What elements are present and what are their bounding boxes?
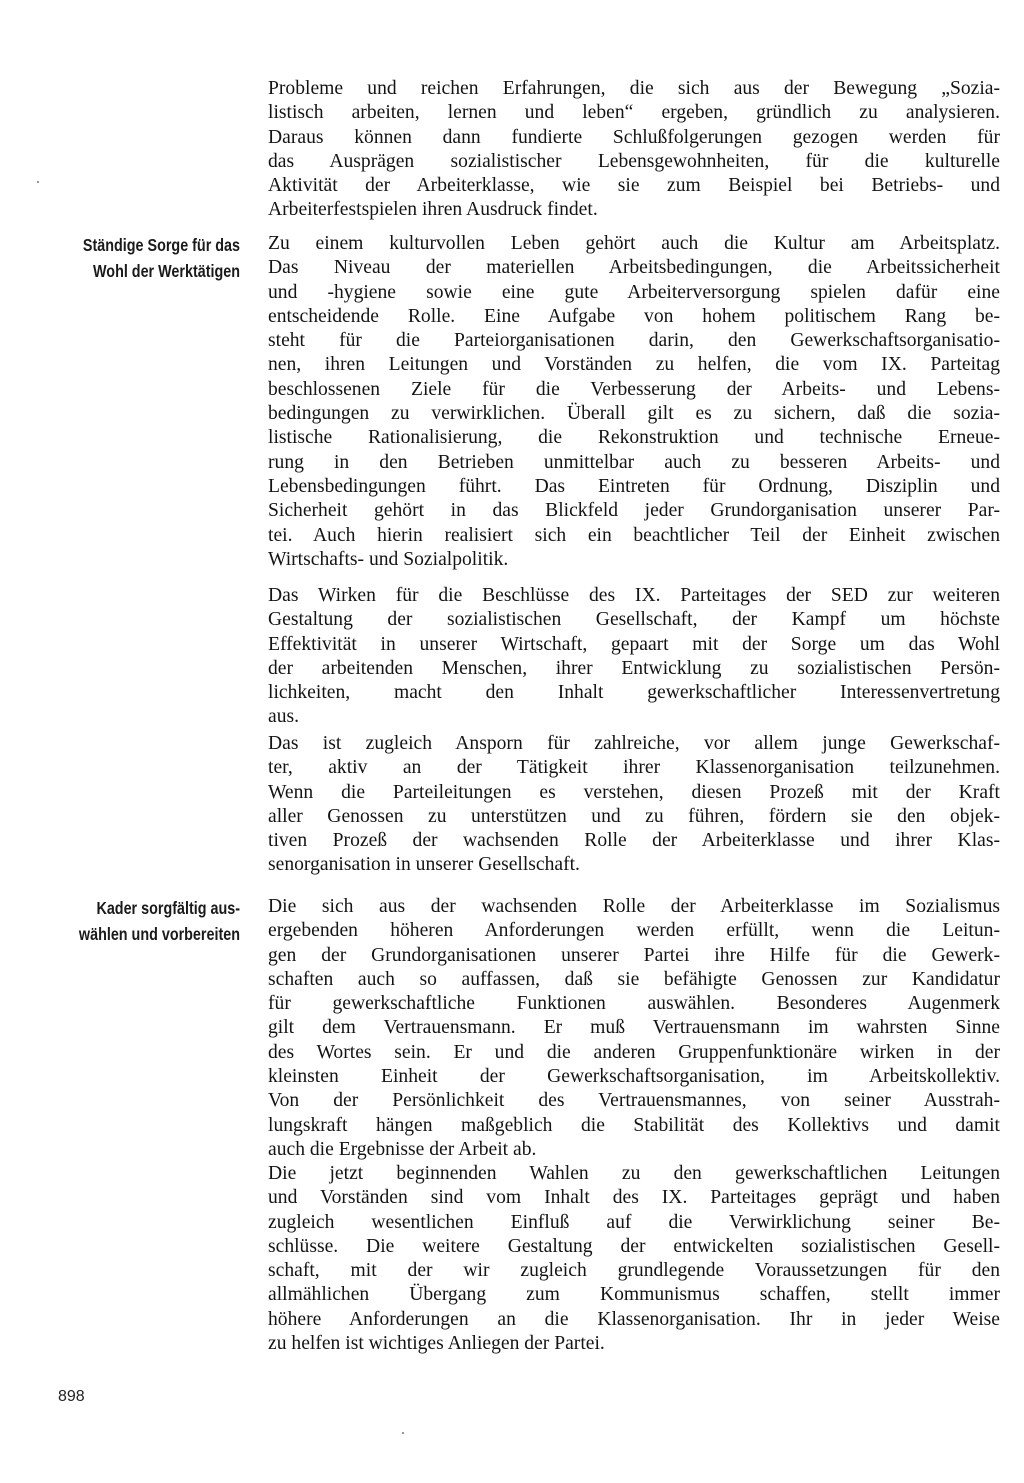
text-line: lungskraft hängen maßgeblich die Stabilität des Kollektivs und damit: [268, 1114, 1000, 1136]
text-line: Das ist zugleich Ansporn für zahlreiche, vor allem junge Gewerkschaf-: [268, 733, 1000, 754]
text-line: der arbeitenden Menschen, ihrer Entwicklung zu sozialistischen Persön-: [268, 657, 1000, 679]
paragraph: [268, 584, 1000, 730]
text-line: tiven Prozeß der wachsenden Rolle der Arbeiterklasse und ihrer Klas-: [268, 830, 1000, 852]
text-line: Probleme und reichen Erfahrungen, die sich aus der Bewegung „Sozia-: [268, 78, 1000, 99]
text-line: und Vorständen sind vom Inhalt des IX. Parteitages geprägt und haben: [268, 1187, 1000, 1209]
text-line: steht für die Parteiorganisationen darin, den Gewerkschaftsorganisatio-: [268, 330, 1000, 352]
text-line: allmählichen Übergang zum Kommunismus schaffen, stellt immer: [268, 1284, 1000, 1306]
text-line: rung in den Betrieben unmittelbar auch zu besseren Arbeits- und: [268, 451, 1000, 473]
text-line: ergebenden höheren Anforderungen werden erfüllt, wenn die Leitun-: [268, 920, 1000, 942]
paragraph: [268, 732, 1000, 878]
text-line: zugleich wesentlichen Einfluß auf die Verwirklichung seiner Be-: [268, 1211, 1000, 1233]
text-line: listische Rationalisierung, die Rekonstruktion und technische Erneue-: [268, 427, 1000, 449]
text-line: Daraus können dann fundierte Schlußfolgerungen gezogen werden für: [268, 126, 1000, 148]
paragraph: [268, 895, 1000, 1162]
text-line: Wenn die Parteileitungen es verstehen, diesen Prozeß mit der Kraft: [268, 781, 1000, 803]
text-line: nen, ihren Leitungen und Vorständen zu helfen, die vom IX. Parteitag: [268, 354, 1000, 376]
text-line: und -hygiene sowie eine gute Arbeiterversorgung spielen dafür eine: [268, 281, 1000, 303]
text-line: lichkeiten, macht den Inhalt gewerkschaftlicher Interessenvertretung: [268, 682, 1000, 704]
text-line: Aktivität der Arbeiterklasse, wie sie zum Beispiel bei Betriebs- und: [268, 175, 1000, 197]
text-line: Effektivität in unserer Wirtschaft, gepaart mit der Sorge um das Wohl: [268, 633, 1000, 655]
text-line: tei. Auch hierin realisiert sich ein beachtlicher Teil der Einheit zwischen: [268, 524, 1000, 546]
text-line: für gewerkschaftliche Funktionen auswählen. Besonderes Augenmerk: [268, 993, 1000, 1015]
text-line: Das Niveau der materiellen Arbeitsbedingungen, die Arbeitssicherheit: [268, 257, 1000, 279]
text-line: listisch arbeiten, lernen und leben“ ergeben, gründlich zu analysieren.: [268, 102, 1000, 124]
scan-speck: [37, 181, 39, 183]
sidenote-line: Wohl der Werktätigen: [93, 261, 240, 281]
text-line: Die jetzt beginnenden Wahlen zu den gewerkschaftlichen Leitungen: [268, 1163, 1000, 1184]
sidenote-staendige-sorge: [68, 232, 240, 284]
sidenote-kader: [68, 895, 240, 947]
text-line: gen der Grundorganisationen unserer Partei ihre Hilfe für die Gewerk-: [268, 944, 1000, 966]
text-line: gilt dem Vertrauensmann. Er muß Vertrauensmann im wahrsten Sinne: [268, 1017, 1000, 1039]
text-line: senorganisation in unserer Gesellschaft.: [268, 854, 580, 876]
text-line: Sicherheit gehört in das Blickfeld jeder Grundorganisation unserer Par-: [268, 500, 1000, 522]
text-line: entscheidende Rolle. Eine Aufgabe von hohem politischem Rang be-: [268, 305, 1000, 327]
paragraph: [268, 1162, 1000, 1356]
text-line: ter, aktiv an der Tätigkeit ihrer Klassenorganisation teilzunehmen.: [268, 757, 1000, 779]
page-number: 898: [58, 1388, 85, 1405]
text-line: beschlossenen Ziele für die Verbesserung der Arbeits- und Lebens-: [268, 378, 1000, 400]
text-line: Lebensbedingungen führt. Das Eintreten für Ordnung, Disziplin und: [268, 475, 1000, 497]
text-line: höhere Anforderungen an die Klassenorganisation. Ihr in jeder Weise: [268, 1308, 1000, 1330]
text-line: schaften auch so auffassen, daß sie befähigte Genossen zur Kandidatur: [268, 968, 1000, 990]
paragraph: [268, 77, 1000, 223]
text-line: Gestaltung der sozialistischen Gesellschaft, der Kampf um höchste: [268, 609, 1000, 631]
text-line: kleinsten Einheit der Gewerkschaftsorganisation, im Arbeitskollektiv.: [268, 1066, 1000, 1088]
text-line: schlüsse. Die weitere Gestaltung der entwickelten sozialistischen Gesell-: [268, 1235, 1000, 1257]
text-line: Wirtschafts- und Sozialpolitik.: [268, 548, 509, 570]
text-line: schaft, mit der wir zugleich grundlegende Voraussetzungen für den: [268, 1260, 1000, 1282]
text-line: zu helfen ist wichtiges Anliegen der Partei.: [268, 1333, 605, 1355]
text-line: aller Genossen zu unterstützen und zu führen, fördern sie den objek-: [268, 805, 1000, 827]
scan-speck: [402, 1432, 404, 1434]
paragraph: [268, 232, 1000, 572]
text-line: Zu einem kulturvollen Leben gehört auch die Kultur am Arbeitsplatz.: [268, 233, 1000, 254]
text-line: bedingungen zu verwirklichen. Überall gilt es zu sichern, daß die sozia-: [268, 403, 1000, 425]
text-line: auch die Ergebnisse der Arbeit ab.: [268, 1138, 537, 1160]
sidenote-line: Ständige Sorge für das: [82, 235, 240, 255]
text-line: des Wortes sein. Er und die anderen Gruppenfunktionäre wirken in der: [268, 1041, 1000, 1063]
text-line: aus.: [268, 706, 300, 728]
text-line: das Ausprägen sozialistischer Lebensgewohnheiten, für die kulturelle: [268, 150, 1000, 172]
text-line: Die sich aus der wachsenden Rolle der Arbeiterklasse im Sozialismus: [268, 896, 1000, 917]
text-line: Das Wirken für die Beschlüsse des IX. Parteitages der SED zur weiteren: [268, 585, 1000, 606]
sidenote-line: Kader sorgfältig aus-: [96, 898, 240, 918]
text-line: Arbeiterfestspielen ihren Ausdruck findet.: [268, 199, 598, 221]
sidenote-line: wählen und vorbereiten: [78, 924, 240, 944]
text-line: Von der Persönlichkeit des Vertrauensmannes, von seiner Ausstrah-: [268, 1090, 1000, 1112]
